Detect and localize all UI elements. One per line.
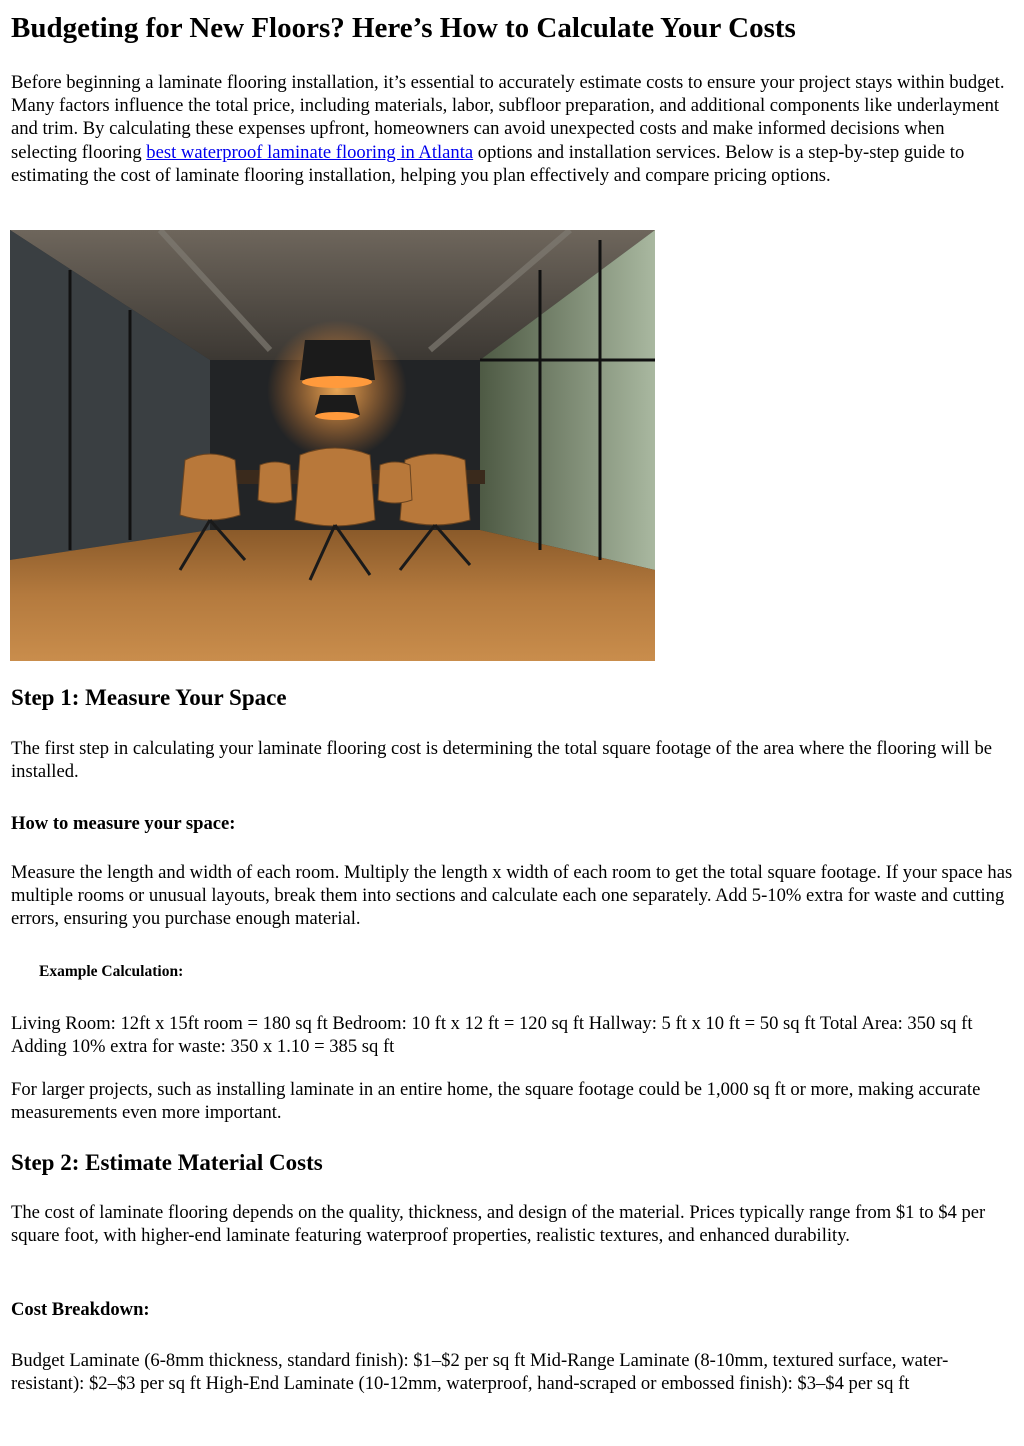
cost-breakdown-text: Budget Laminate (6-8mm thickness, standard finish): $1–$2 per sq ft Mid-Range Laminate (8-10mm, textured surface, water-resistant): $2–$3 per sq ft High-End Laminate (10-12mm, waterproof, hand-scraped or embossed finish): $3–$4 per sq ft bbox=[11, 1350, 949, 1395]
step1-instructions: Measure the length and width of each room. Multiply the length x width of each room to get the total square footage. If your space has multiple rooms or unusual layouts, break them into sections and calculate each one separately. Add 5-10% extra for waste and cutting errors, ensuring you purchase enough material. bbox=[11, 862, 1013, 930]
intro-text-before-link: Before beginning a laminate flooring installation, it’s essential to accurately estimate costs to ensure your project stays within budget. Many factors influence the total price, including materials, labor, subfloor preparation, and additional components like underlayment and trim. By calculating these expenses upfront, homeowners can avoid unexpected costs and make informed decisions when selecting flooring bbox=[11, 72, 1005, 163]
step2-heading: Step 2: Estimate Material Costs bbox=[11, 1150, 323, 1175]
step1-subheading: How to measure your space: bbox=[11, 813, 236, 834]
step2-subheading: Cost Breakdown: bbox=[11, 1299, 150, 1320]
step1-paragraph: The first step in calculating your laminate flooring cost is determining the total square footage of the area where the flooring will be installed. bbox=[11, 738, 993, 783]
intro-text-after-link: options and installation services. Below is a step-by-step guide to estimating the cost of laminate flooring installation, helping you plan effectively and compare pricing options. bbox=[11, 141, 965, 186]
page-title: Budgeting for New Floors? Here’s How to Calculate Your Costs bbox=[11, 12, 796, 44]
step2-paragraph: The cost of laminate flooring depends on the quality, thickness, and design of the material. Prices typically range from $1 to $4 per square foot, with higher-end laminate featuring waterproof properties, realistic textures, and enhanced durability. bbox=[11, 1202, 986, 1247]
step1-closing-paragraph: For larger projects, such as installing laminate in an entire home, the square footage could be 1,000 sq ft or more, making accurate measurements even more important. bbox=[11, 1079, 981, 1124]
waterproof-laminate-atlanta-link[interactable]: best waterproof laminate flooring in Atlanta bbox=[146, 141, 474, 163]
step1-heading: Step 1: Measure Your Space bbox=[11, 685, 287, 710]
example-calculation-text: Living Room: 12ft x 15ft room = 180 sq ft Bedroom: 10 ft x 12 ft = 120 sq ft Hallway: 5 ft x 10 ft = 50 sq ft Total Area: 350 sq ft Adding 10% extra for waste: 350 x 1.10 = 385 sq ft bbox=[11, 1013, 973, 1058]
intro-paragraph bbox=[11, 71, 1014, 187]
conference-room-photo bbox=[10, 230, 655, 661]
example-calculation-label: Example Calculation: bbox=[39, 963, 184, 980]
